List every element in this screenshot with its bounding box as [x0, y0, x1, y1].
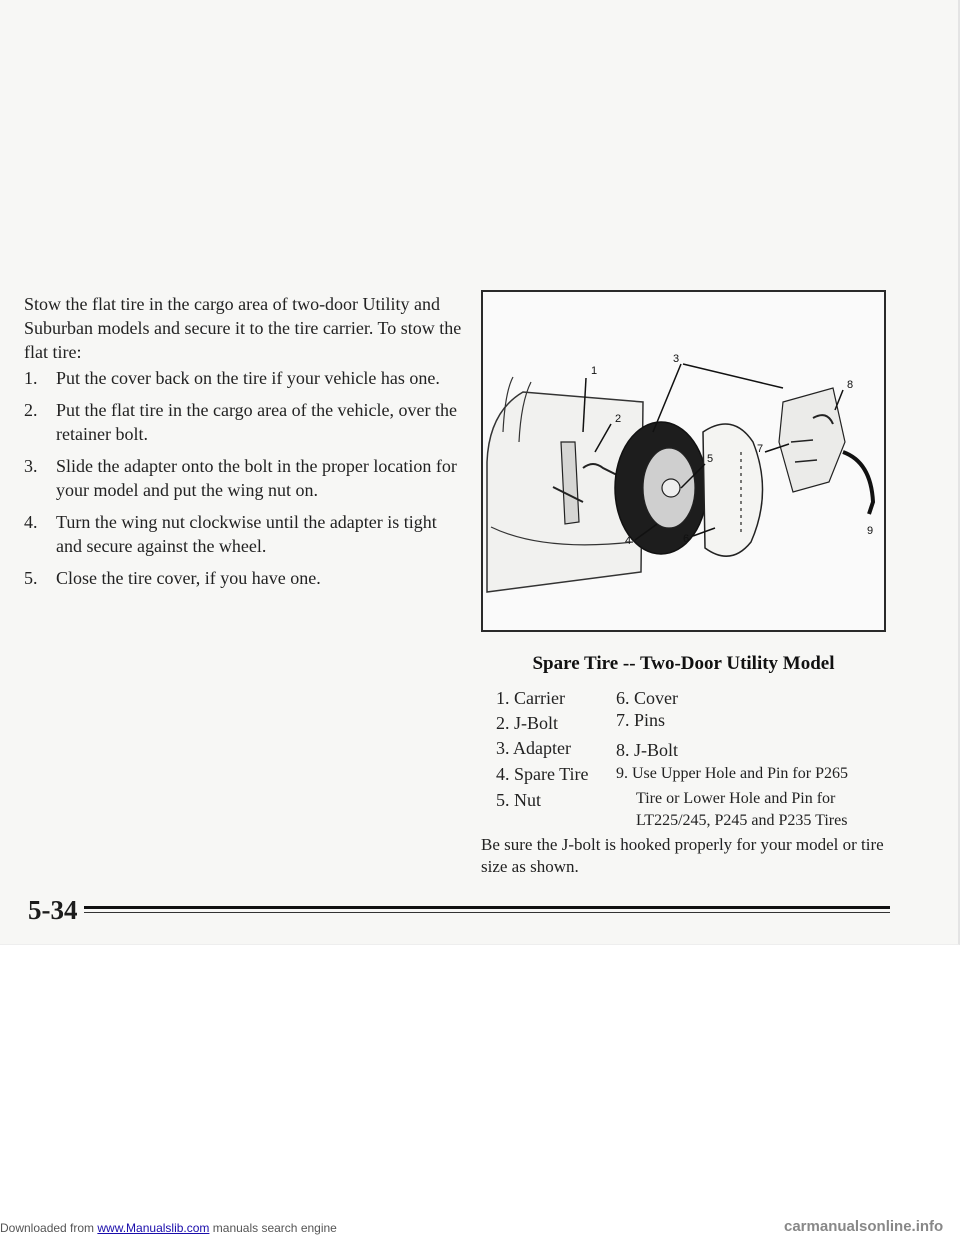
callout-label: 6 — [683, 533, 690, 545]
step-text: Close the tire cover, if you have one. — [56, 568, 321, 588]
legend-item: 5. Nut — [496, 790, 541, 810]
callout-label: 7 — [757, 443, 764, 455]
callout-label: 1 — [591, 365, 598, 377]
legend-item: 8. J-Bolt — [616, 740, 679, 760]
list-item — [24, 454, 464, 502]
step-text: Slide the adapter onto the bolt in the proper location for your model and put the wing nut on. — [56, 456, 457, 500]
callout-label: 9 — [867, 525, 874, 537]
legend-item: LT225/245, P245 and P235 Tires — [636, 812, 848, 829]
list-item — [24, 366, 464, 390]
adapter-hub — [662, 479, 680, 497]
page-number: 5-34 — [28, 895, 78, 925]
footer-rule — [84, 906, 890, 909]
list-item — [24, 510, 464, 558]
footer-suffix: manuals search engine — [209, 1221, 337, 1235]
hook-arrow-shape — [843, 452, 873, 514]
step-number: 1. — [24, 368, 38, 388]
legend-item: 9. Use Upper Hole and Pin for P265 — [616, 765, 848, 782]
callout-label: 4 — [625, 535, 632, 547]
footer-prefix: Downloaded from — [0, 1221, 98, 1235]
legend-item: 7. Pins — [616, 710, 666, 730]
legend-item: Tire or Lower Hole and Pin for — [636, 790, 836, 807]
download-footer — [0, 1221, 337, 1235]
step-text: Put the cover back on the tire if your vehicle has one. — [56, 368, 440, 388]
manualslib-link[interactable]: www.Manualslib.com — [97, 1221, 210, 1235]
intro-paragraph: Stow the flat tire in the cargo area of two-door Utility and Suburban models and secure it to the tire carrier. To stow the flat tire: — [24, 294, 462, 362]
callout-label: 3 — [673, 353, 680, 365]
watermark: carmanualsonline.info — [784, 1218, 944, 1235]
steps-list — [24, 366, 464, 598]
legend-item: 2. J-Bolt — [496, 713, 559, 733]
step-text: Turn the wing nut clockwise until the adapter is tight and secure against the wheel. — [56, 512, 437, 556]
tire-carrier-drawing — [483, 292, 884, 630]
step-text: Put the flat tire in the cargo area of the vehicle, over the retainer bolt. — [56, 400, 458, 444]
figure-caption: Spare Tire -- Two-Door Utility Model — [532, 653, 835, 674]
callout-label: 8 — [847, 379, 854, 391]
list-item — [24, 566, 464, 590]
legend-item: 6. Cover — [616, 688, 678, 708]
callout-label: 5 — [707, 453, 714, 465]
callout-label: 2 — [615, 413, 622, 425]
step-number: 3. — [24, 456, 38, 476]
j-bolt-note: Be sure the J-bolt is hooked properly for your model or tire size as shown. — [481, 835, 884, 876]
step-number: 4. — [24, 512, 38, 532]
list-item — [24, 398, 464, 446]
leader-line — [683, 364, 783, 388]
legend-item: 1. Carrier — [496, 688, 565, 708]
legend-item: 3. Adapter — [496, 738, 571, 758]
tire-cover-shape — [703, 424, 763, 556]
step-number: 5. — [24, 568, 38, 588]
spare-tire-illustration — [481, 290, 886, 632]
footer-rule — [84, 912, 890, 913]
legend-item: 4. Spare Tire — [496, 764, 589, 784]
step-number: 2. — [24, 400, 38, 420]
